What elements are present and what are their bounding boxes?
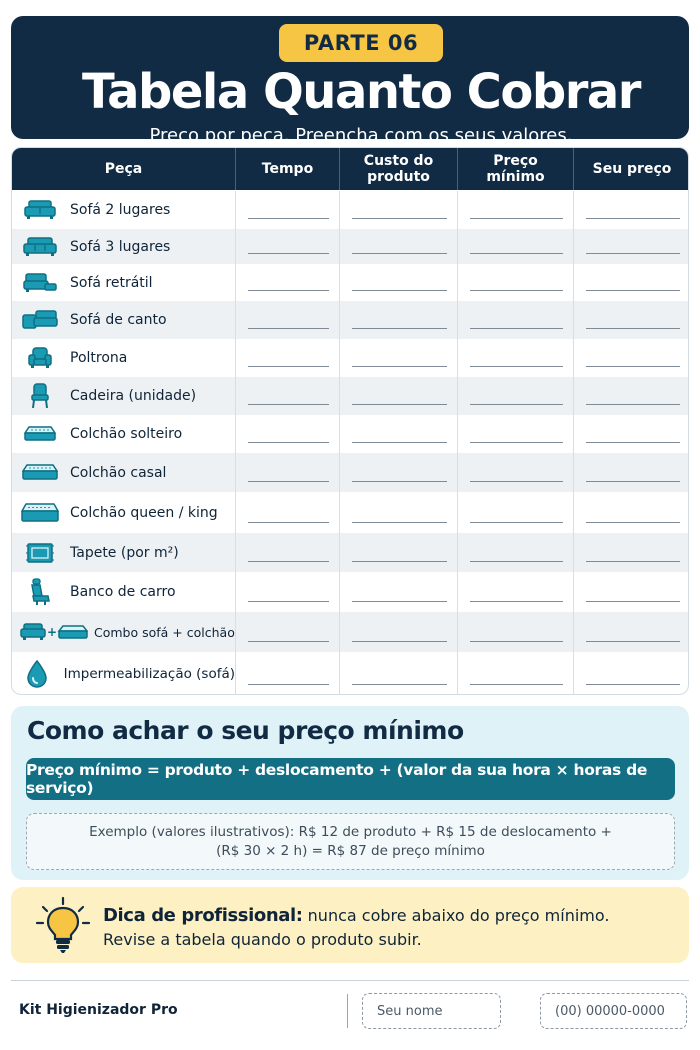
page-subtitle: Preço por peça. Preencha com os seus valores. <box>149 125 573 146</box>
fill-in-line <box>470 253 563 254</box>
sofa-retractable-icon <box>20 272 60 294</box>
product-cost-input[interactable] <box>340 572 458 612</box>
your-price-input[interactable] <box>574 264 689 301</box>
time-input[interactable] <box>236 612 340 652</box>
fill-in-line <box>586 601 680 602</box>
piece-label: Sofá 3 lugares <box>70 238 171 255</box>
time-input[interactable] <box>236 652 340 695</box>
fill-in-line <box>248 601 329 602</box>
fill-in-line <box>586 481 680 482</box>
fill-in-line <box>470 601 563 602</box>
piece-label: Poltrona <box>70 350 128 366</box>
product-cost-input[interactable] <box>340 415 458 453</box>
time-input[interactable] <box>236 572 340 612</box>
fill-in-line <box>248 328 329 329</box>
fill-in-line <box>352 404 447 405</box>
fill-in-line <box>470 218 563 219</box>
minimum-price-input[interactable] <box>458 264 574 301</box>
minimum-price-input[interactable] <box>458 453 574 492</box>
fill-in-line <box>248 366 329 367</box>
time-input[interactable] <box>236 191 340 229</box>
product-cost-input[interactable] <box>340 301 458 339</box>
time-input[interactable] <box>236 533 340 572</box>
piece-label: Impermeabilização (sofá) <box>63 665 235 682</box>
table-row <box>12 229 689 264</box>
fill-in-line <box>248 404 329 405</box>
table-row <box>12 612 689 652</box>
fill-in-line <box>352 328 447 329</box>
svg-text:+: + <box>46 625 58 639</box>
fill-in-line <box>470 684 563 685</box>
your-price-input[interactable] <box>574 301 689 339</box>
piece-label: Cadeira (unidade) <box>70 388 197 404</box>
fill-in-line <box>586 442 680 443</box>
piece-cell <box>12 339 236 377</box>
fill-in-line <box>586 522 680 523</box>
queen-mattress-icon <box>20 502 60 524</box>
your-price-input[interactable] <box>574 533 689 572</box>
product-cost-input[interactable] <box>340 652 458 695</box>
fill-in-line <box>352 218 447 219</box>
fill-in-line <box>470 366 563 367</box>
rug-icon <box>20 542 60 564</box>
fill-in-line <box>248 290 329 291</box>
minimum-price-input[interactable] <box>458 377 574 415</box>
table-row <box>12 339 689 377</box>
column-header-piece: Peça <box>12 148 236 190</box>
product-cost-input[interactable] <box>340 453 458 492</box>
header-banner <box>11 16 689 146</box>
fill-in-line <box>586 253 680 254</box>
product-cost-input[interactable] <box>340 533 458 572</box>
minimum-price-input[interactable] <box>458 572 574 612</box>
footer-divider <box>11 980 689 981</box>
piece-label: Sofá de canto <box>70 312 167 328</box>
your-price-input[interactable] <box>574 339 689 377</box>
time-input[interactable] <box>236 492 340 533</box>
fill-in-line <box>470 442 563 443</box>
product-cost-input[interactable] <box>340 377 458 415</box>
table-row <box>12 301 689 339</box>
minimum-price-input[interactable] <box>458 415 574 453</box>
piece-label: Colchão solteiro <box>70 426 183 442</box>
table-row <box>12 377 689 415</box>
fill-in-line <box>470 481 563 482</box>
fill-in-line <box>470 641 563 642</box>
piece-label: Sofá 2 lugares <box>70 202 171 218</box>
time-input[interactable] <box>236 415 340 453</box>
minimum-price-input[interactable] <box>458 229 574 264</box>
column-header-minimum-price: Preço mínimo <box>458 148 574 190</box>
table-row <box>12 264 689 301</box>
armchair-icon <box>20 346 60 370</box>
table-header <box>12 148 689 190</box>
page-title: Tabela Quanto Cobrar <box>82 64 640 120</box>
tip-text-1: nunca cobre abaixo do preço mínimo. <box>302 906 610 925</box>
minimum-price-input[interactable] <box>458 191 574 229</box>
product-cost-input[interactable] <box>340 191 458 229</box>
fill-in-line <box>470 328 563 329</box>
product-cost-input[interactable] <box>340 492 458 533</box>
minimum-price-input[interactable] <box>458 612 574 652</box>
time-input[interactable] <box>236 377 340 415</box>
table-row <box>12 492 689 533</box>
pricing-table <box>11 147 689 695</box>
water-drop-icon <box>12 660 62 688</box>
fill-in-line <box>352 684 447 685</box>
minimum-price-input[interactable] <box>458 652 574 695</box>
table-row <box>12 572 689 612</box>
fill-in-line <box>248 253 329 254</box>
piece-label: Combo sofá + colchão <box>94 624 235 640</box>
piece-label: Tapete (por m²) <box>70 544 179 561</box>
piece-label: Sofá retrátil <box>70 274 153 291</box>
single-mattress-icon <box>20 424 60 444</box>
double-mattress-icon <box>20 463 60 483</box>
fill-in-line <box>586 404 680 405</box>
piece-label: Banco de carro <box>70 584 176 600</box>
piece-label: Colchão casal <box>70 464 167 481</box>
fill-in-line <box>248 442 329 443</box>
minimum-price-guide <box>11 706 689 880</box>
fill-in-line <box>470 404 563 405</box>
piece-cell <box>12 377 236 415</box>
fill-in-line <box>248 641 329 642</box>
fill-in-line <box>470 290 563 291</box>
tip-text-2: Revise a tabela quando o produto subir. <box>103 930 422 949</box>
fill-in-line <box>352 561 447 562</box>
time-input[interactable] <box>236 229 340 264</box>
fill-in-line <box>352 601 447 602</box>
lightbulb-icon <box>35 895 91 959</box>
fill-in-line <box>586 641 680 642</box>
column-header-your-price: Seu preço <box>592 161 672 177</box>
time-input[interactable] <box>236 453 340 492</box>
tip-text <box>103 904 609 952</box>
piece-cell <box>12 301 236 339</box>
guide-title: Como achar o seu preço mínimo <box>27 716 464 745</box>
name-field[interactable]: Seu nome <box>362 993 501 1029</box>
time-input[interactable] <box>236 264 340 301</box>
example-line-1: Exemplo (valores ilustrativos): R$ 12 de produto + R$ 15 de deslocamento + <box>89 823 612 840</box>
your-price-input[interactable] <box>574 377 689 415</box>
fill-in-line <box>248 684 329 685</box>
fill-in-line <box>586 290 680 291</box>
piece-label: Colchão queen / king <box>70 504 218 521</box>
corner-sofa-icon <box>20 309 60 331</box>
pro-tip <box>11 887 689 963</box>
footer-separator <box>347 994 348 1028</box>
your-price-input[interactable] <box>574 492 689 533</box>
brand-name: Kit Higienizador Pro <box>19 1002 178 1018</box>
fill-in-line <box>248 218 329 219</box>
fill-in-line <box>586 561 680 562</box>
piece-cell <box>12 453 236 492</box>
product-cost-input[interactable] <box>340 229 458 264</box>
fill-in-line <box>352 366 447 367</box>
your-price-input[interactable] <box>574 652 689 695</box>
sofa-3-icon <box>20 236 60 258</box>
fill-in-line <box>586 684 680 685</box>
fill-in-line <box>470 522 563 523</box>
your-price-input[interactable] <box>574 453 689 492</box>
table-row <box>12 453 689 492</box>
piece-cell <box>12 612 236 652</box>
your-price-input[interactable] <box>574 229 689 264</box>
piece-cell <box>12 229 236 264</box>
piece-cell <box>12 415 236 453</box>
example-line-2: (R$ 30 × 2 h) = R$ 87 de preço mínimo <box>216 842 485 859</box>
piece-cell <box>12 652 236 695</box>
minimum-price-input[interactable] <box>458 339 574 377</box>
piece-cell <box>12 492 236 533</box>
table-row <box>12 533 689 572</box>
piece-cell <box>12 191 236 229</box>
fill-in-line <box>248 561 329 562</box>
fill-in-line <box>352 522 447 523</box>
piece-cell <box>12 533 236 572</box>
column-header-product-cost: Custo do produto <box>340 148 458 190</box>
product-cost-input[interactable] <box>340 264 458 301</box>
your-price-input[interactable] <box>574 191 689 229</box>
your-price-input[interactable] <box>574 572 689 612</box>
your-price-input[interactable] <box>574 612 689 652</box>
sofa-2-icon <box>20 199 60 221</box>
fill-in-line <box>470 561 563 562</box>
fill-in-line <box>586 218 680 219</box>
product-cost-input[interactable] <box>340 612 458 652</box>
fill-in-line <box>352 442 447 443</box>
sofa-plus-mattress-icon <box>12 622 90 642</box>
phone-field[interactable]: (00) 00000-0000 <box>540 993 687 1029</box>
piece-cell <box>12 572 236 612</box>
chair-icon <box>20 383 60 409</box>
part-badge: PARTE 06 <box>279 24 443 62</box>
car-seat-icon <box>20 578 60 606</box>
fill-in-line <box>248 522 329 523</box>
fill-in-line <box>352 641 447 642</box>
table-row <box>12 415 689 453</box>
product-cost-input[interactable] <box>340 339 458 377</box>
your-price-input[interactable] <box>574 415 689 453</box>
fill-in-line <box>352 481 447 482</box>
fill-in-line <box>586 366 680 367</box>
example-box <box>26 813 675 870</box>
piece-cell <box>12 264 236 301</box>
time-input[interactable] <box>236 339 340 377</box>
minimum-price-input[interactable] <box>458 301 574 339</box>
time-input[interactable] <box>236 301 340 339</box>
formula-box: Preço mínimo = produto + deslocamento + (valor da sua hora × horas de serviço) <box>26 758 675 800</box>
fill-in-line <box>352 290 447 291</box>
fill-in-line <box>586 328 680 329</box>
fill-in-line <box>352 253 447 254</box>
tip-lead: Dica de profissional: <box>103 905 303 926</box>
minimum-price-input[interactable] <box>458 492 574 533</box>
column-header-time: Tempo <box>236 148 340 190</box>
table-row <box>12 652 689 695</box>
minimum-price-input[interactable] <box>458 533 574 572</box>
table-row <box>12 191 689 229</box>
fill-in-line <box>248 481 329 482</box>
